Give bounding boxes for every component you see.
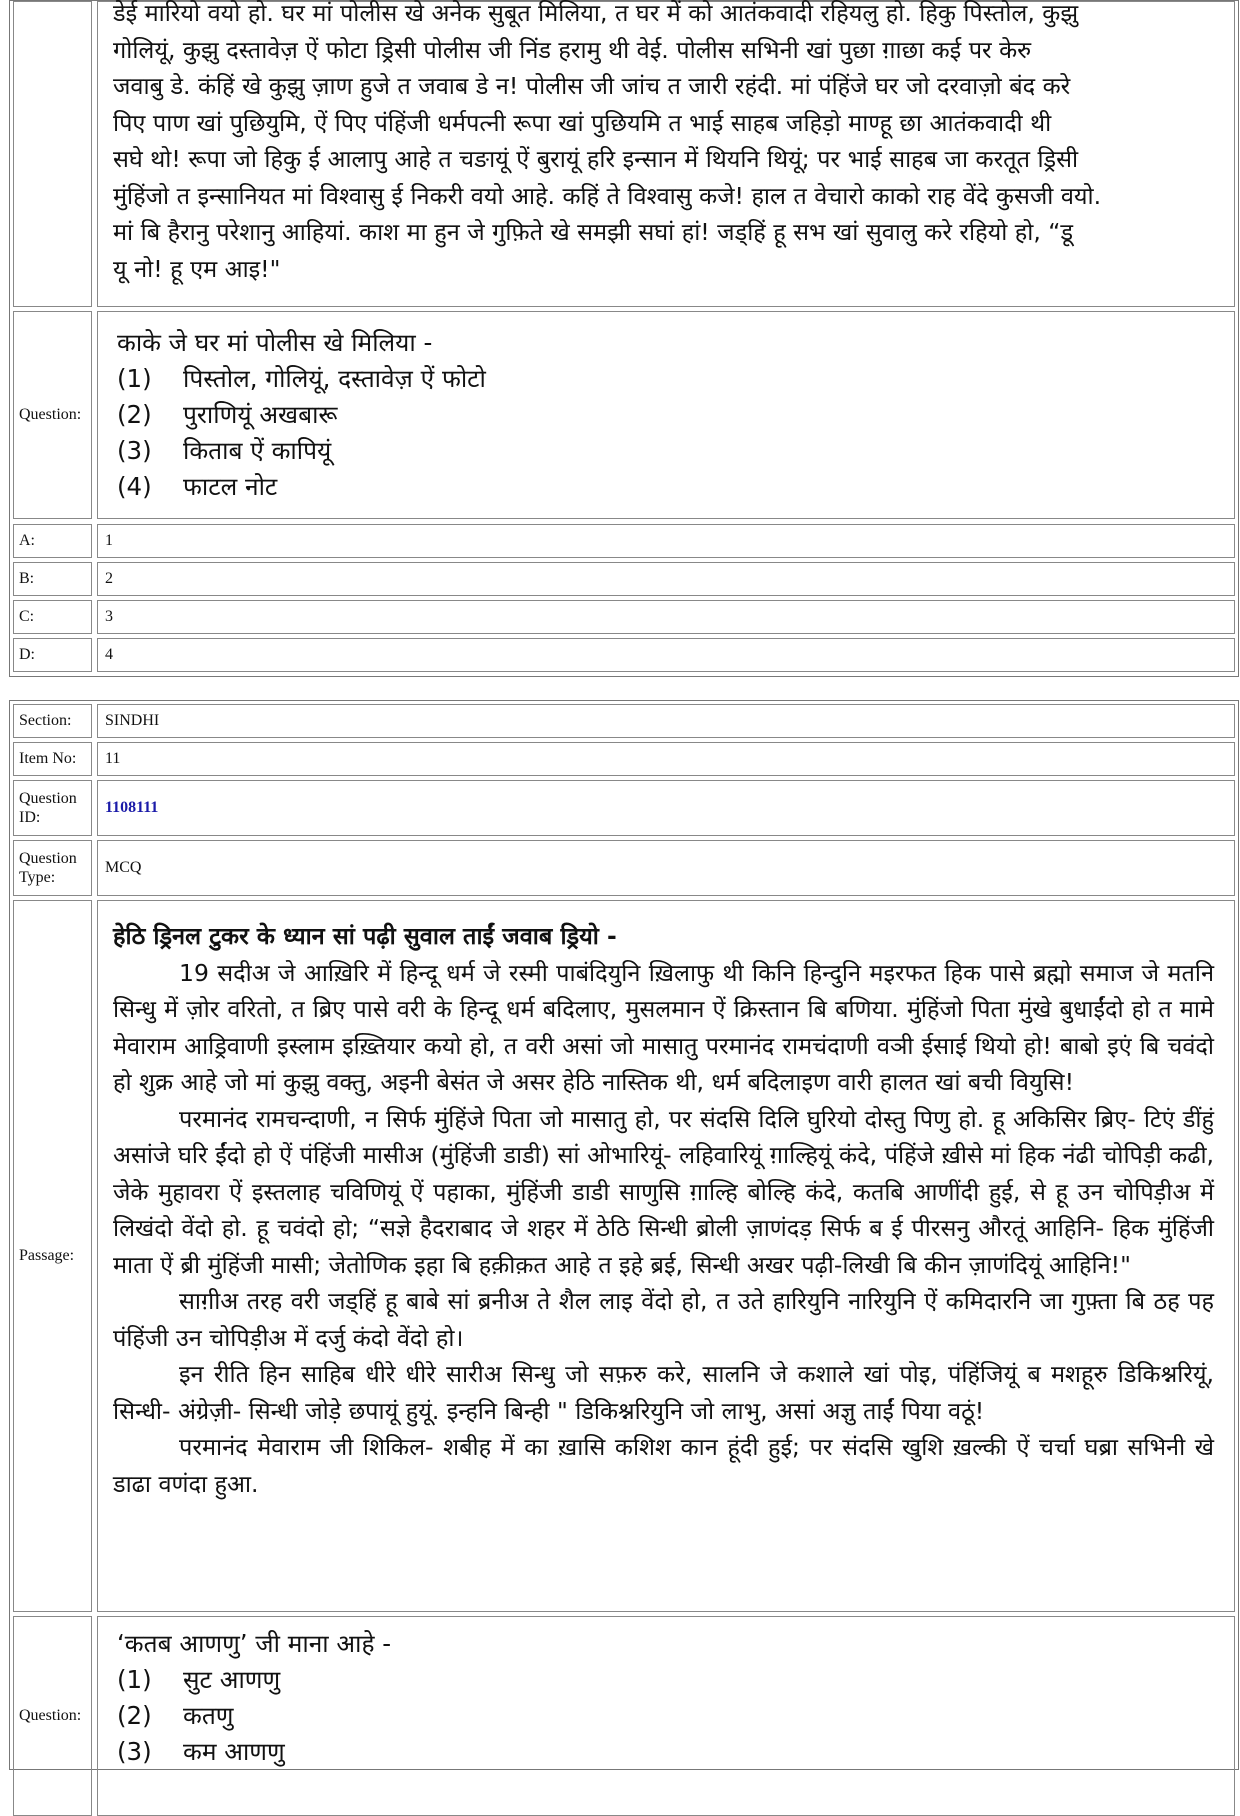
option-2 bbox=[117, 397, 1215, 433]
option-number: (4) bbox=[117, 472, 152, 501]
option-2 bbox=[117, 1698, 1215, 1734]
option-1 bbox=[117, 361, 1215, 397]
question-label: Question: bbox=[13, 1616, 92, 1816]
passage-paragraph: साग़ीअ तरह वरी जड्हिं हू बाबे सां ब्रनीअ ते शैल लाइ वेंदो हो, त उते हारियुनि नारियुनि ऐं कमिदारनि जा गुफ़्ता बि ठह पह पंहिंजी उन चोपिड़ीअ में दर्जु कंदो वेंदो हो। bbox=[113, 1287, 1214, 1352]
passage-line: गोलियूं, कुझु दस्तावेज़ ऐं फोटा ड्रिसी पोलीस जी निंड हरामु थी वेई. पोलीस सभिनी खां पुछा ग़ाछा कई पर केरु bbox=[113, 35, 1032, 64]
passage-text bbox=[113, 918, 1214, 1502]
answer-label: A: bbox=[13, 524, 92, 558]
answer-row-d bbox=[13, 638, 1235, 672]
question-id-value: 1108111 bbox=[105, 799, 159, 816]
passage-line: मुंहिंजो त इन्सानियत मां विश्वासु ई निकरी वयो आहे. कहिं ते विश्वासु कजे! हाल त वेचारो काको राह वेंदे कुसजी वयो. bbox=[113, 181, 1102, 210]
option-number: (1) bbox=[117, 364, 152, 393]
answer-row-a bbox=[13, 524, 1235, 558]
passage-label-cell bbox=[13, 1, 92, 307]
question-11-table bbox=[9, 700, 1239, 1770]
question-stem: काके जे घर मां पोलीस खे मिलिया - bbox=[117, 328, 433, 357]
option-text: कतणु bbox=[183, 1701, 234, 1730]
option-1 bbox=[117, 1662, 1215, 1698]
section-label: Section: bbox=[13, 704, 92, 738]
passage-row bbox=[13, 900, 1235, 1612]
question-type-row bbox=[13, 840, 1235, 896]
item-row bbox=[13, 742, 1235, 776]
passage-line: सघे थो! रूपा जो हिकु ई आलापु आहे त चङायूं ऐं बुरायूं हरि इन्सान में थियनि थियूं; पर भाई साहब जा करतूत ड्रिसी bbox=[113, 145, 1079, 173]
option-number: (2) bbox=[117, 400, 152, 429]
section-value: SINDHI bbox=[97, 704, 1235, 738]
section-row bbox=[13, 704, 1235, 738]
passage-paragraph: इन रीति हिन साहिब धीरे धीरे सारीअ सिन्धु जो सफ़रु करे, सालनि जे कशाले खां पोइ, पंहिंजियूं ब मशहूरु डिकिश्नरियूं, सिन्धी- अंग्रेज़ी- सिन्धी जोड़े छपायूं हुयूं. इन्हनि बिन्ही " डिकिश्नरियुनि जो लाभु, असां अज्ञु ताईं पिया वठूं! bbox=[113, 1360, 1214, 1425]
answer-value: 4 bbox=[97, 638, 1235, 672]
option-number: (3) bbox=[117, 436, 152, 465]
option-number: (2) bbox=[117, 1701, 152, 1730]
passage-line: यू नो! हू एम आइ!" bbox=[113, 254, 281, 283]
answer-label: B: bbox=[13, 562, 92, 596]
option-text: किताब ऐं कापियूं bbox=[183, 436, 332, 465]
question-text bbox=[117, 325, 1215, 505]
option-text: फाटल नोट bbox=[183, 472, 278, 501]
question-text bbox=[117, 1626, 1215, 1770]
question-label: Question: bbox=[13, 311, 92, 519]
question-row bbox=[13, 311, 1235, 519]
option-4 bbox=[117, 469, 1215, 505]
option-3 bbox=[117, 1734, 1215, 1770]
passage-line: जवाबु डे. कंहिं खे कुझु ज़ाण हुजे त जवाब डे न! पोलीस जी जांच त जारी रहंदी. मां पंहिंजे घर जो दरवाज़ो बंद करे bbox=[113, 72, 1071, 100]
question-id-label: Question ID: bbox=[13, 780, 92, 836]
passage-line: मां बि हैरानु परेशानु आहियां. काश मा हुन जे गुफ़िते खे समझी सघां हां! जड्हिं हू सभ खां सुवालु करे रहियो हो, “डू bbox=[113, 218, 1074, 246]
answer-value: 3 bbox=[97, 600, 1235, 634]
passage-label: Passage: bbox=[13, 900, 92, 1612]
option-number: (3) bbox=[117, 1737, 152, 1766]
passage-heading: हेठि ड्रिनल टुकर के ध्यान सां पढ़ी सुवाल ताईं जवाब ड्रियो - bbox=[113, 922, 617, 950]
answer-row-b bbox=[13, 562, 1235, 596]
question-type-value: MCQ bbox=[97, 840, 1235, 896]
item-label: Item No: bbox=[13, 742, 92, 776]
item-value: 11 bbox=[97, 742, 1235, 776]
passage-paragraph: 19 सदीअ जे आख़िरि में हिन्दू धर्म जे रस्मी पाबंदियुनि ख़िलाफु थी किनि हिन्दुनि मइरफत हिक पासे ब्रह्मो समाज जे मतनि सिन्धु में ज़ोर वरितो, त ब्रिए पासे वरी के हिन्दू धर्म बदिलाए, मुसलमान ऐं क्रिस्तान बि बणिया. मुंहिंजो पिता मुंखे बुधाईंदो हो त मामे मेवाराम आड्रिवाणी इस्लाम इख़्तियार कयो हो, त वरी असां जो मासातु परमानंद रामचंदाणी वञी ईसाई थियो हो! बाबो इएं बि चवंदो हो शुक्र आहे जो मां कुझु वक्तु, अइनी बेसंत जे असर हेठि नास्तिक थी, धर्म बदिलाइण वारी हालत खां बची वियुसि! bbox=[113, 958, 1214, 1096]
answer-value: 2 bbox=[97, 562, 1235, 596]
answer-label: C: bbox=[13, 600, 92, 634]
option-text: पिस्तोल, गोलियूं, दस्तावेज़ ऐं फोटो bbox=[183, 364, 486, 393]
passage-paragraph: परमानंद मेवाराम जी शिकिल- शबीह में का ख़ासि कशिश कान हूंदी हुई; पर संदसि खुशि ख़ल्की ऐं चर्चा घब्रा सभिनी खे डाढा वणंदा हुआ. bbox=[113, 1433, 1214, 1498]
answer-label: D: bbox=[13, 638, 92, 672]
option-text: पुराणियूं अखबारू bbox=[183, 400, 338, 429]
option-number: (1) bbox=[117, 1665, 152, 1694]
option-text: सुट आणणु bbox=[183, 1665, 281, 1694]
passage-text bbox=[113, 0, 1214, 287]
question-type-label: Question Type: bbox=[13, 840, 92, 896]
question-id-cell bbox=[97, 780, 1235, 836]
question-row bbox=[13, 1616, 1235, 1816]
option-text: कम आणणु bbox=[183, 1737, 285, 1766]
question-10-table bbox=[9, 0, 1239, 677]
answer-value: 1 bbox=[97, 524, 1235, 558]
passage-paragraph: परमानंद रामचन्दाणी, न सिर्फ मुंहिंजे पिता जो मासातु हो, पर संदसि दिलि घुरियो दोस्तु पिणु हो. हू अकिसिर ब्रिए- टिएं डींहुं असांजे घरि ईंदो हो ऐं पंहिंजी मासीअ (मुंहिंजी डाडी) सां ओभारियूं- लहिवारियूं ग़ाल्हियूं कंदे, पंहिंजे ख़ीसे मां हिक नंढी चोपिड़ी कढी, जेके मुहावरा ऐं इस्तलाह चविणियूं ऐं पहाका, मुंहिंजी डाडी साणुसि ग़ाल्हि बोल्हि कंदे, कतबि आणींदी हुई, से हू उन चोपिड़ीअ में लिखंदो वेंदो हो. हू चवंदो हो; “सज्ञे हैदराबाद जे शहर में ठेठि सिन्धी ब्रोली ज़ाणंदड़ सिर्फ ब ई पीरसनु औरतूं आहिनि- हिक मुंहिंजी माता ऐं ब्री मुंहिंजी मासी; जेतोणिक इहा बि हक़ीक़त आहे त इहे ब्रई, सिन्धी अखर पढ़ी-लिखी बि कीन ज़ाणंदियूं आहिनि!" bbox=[113, 1104, 1214, 1279]
passage-line: डेई मारियो वयो हो. घर मां पोलीस खे अनेक सुबूत मिलिया, त घर में को आतंकवादी रहियलु हो. हिकु पिस्तोल, कुझु bbox=[113, 0, 1079, 27]
answer-row-c bbox=[13, 600, 1235, 634]
question-id-row bbox=[13, 780, 1235, 836]
passage-row bbox=[13, 1, 1235, 307]
question-stem: ‘कतब आणणु’ जी माना आहे - bbox=[117, 1629, 392, 1658]
passage-line: पिए पाण खां पुछियुमि, ऐं पिए पंहिंजी धर्मपत्नी रूपा खां पुछियमि त भाई साहब जहिड़ो माण्हू छा आतंकवादी थी bbox=[113, 108, 1052, 137]
option-3 bbox=[117, 433, 1215, 469]
